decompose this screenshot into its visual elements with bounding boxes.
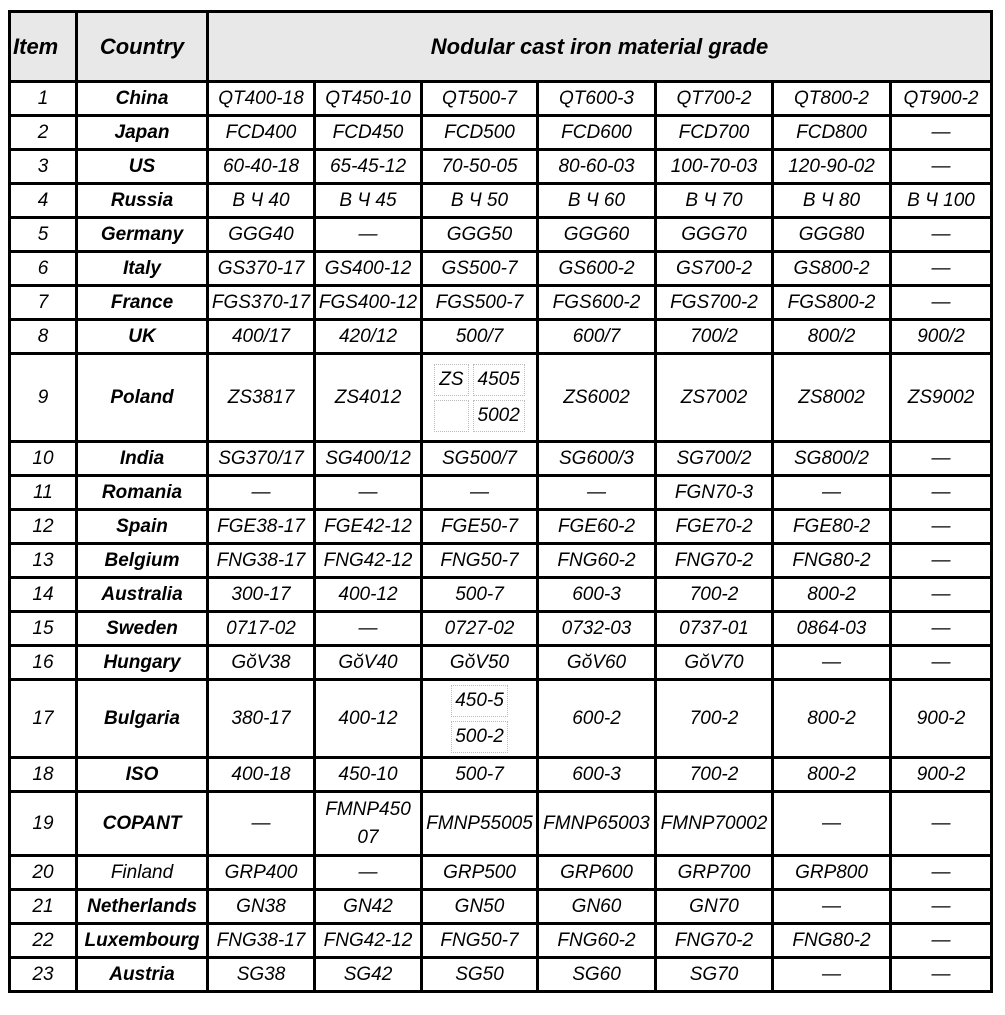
item-number-cell: 23 (11, 959, 75, 990)
item-number-cell: 10 (11, 443, 75, 474)
grade-cell: FGS370-17 (209, 287, 313, 318)
item-number-cell: 14 (11, 579, 75, 610)
grade-cell: FNG60-2 (539, 925, 654, 956)
grade-cell: FNG50-7 (423, 545, 536, 576)
country-cell: Poland (78, 355, 206, 440)
item-number-cell: 3 (11, 151, 75, 182)
table-row (11, 857, 990, 888)
grade-cell: 400-12 (316, 681, 420, 756)
grade-cell: FNG42-12 (316, 545, 420, 576)
grade-cell: 70-50-05 (423, 151, 536, 182)
item-number-cell: 22 (11, 925, 75, 956)
grade-cell: ZS4012 (316, 355, 420, 440)
header-row (11, 13, 990, 80)
grade-cell: SG400/12 (316, 443, 420, 474)
grade-cell: 120-90-02 (774, 151, 889, 182)
grade-cell: GRP700 (657, 857, 771, 888)
grade-cell: SG38 (209, 959, 313, 990)
grade-cell: В Ч 60 (539, 185, 654, 216)
grade-cell: FNG70-2 (657, 925, 771, 956)
grade-cell: FGS700-2 (657, 287, 771, 318)
grade-cell: — (892, 647, 990, 678)
grade-cell: 80-60-03 (539, 151, 654, 182)
grade-cell: — (423, 477, 536, 508)
grade-cell: В Ч 80 (774, 185, 889, 216)
item-number-cell: 15 (11, 613, 75, 644)
item-number-cell: 8 (11, 321, 75, 352)
grade-cell: QT700-2 (657, 83, 771, 114)
grade-cell: — (892, 253, 990, 284)
item-number-cell: 11 (11, 477, 75, 508)
grade-cell: GŏV50 (423, 647, 536, 678)
grade-cell: FMNP70002 (657, 793, 771, 854)
grade-cell: FNG60-2 (539, 545, 654, 576)
grade-cell: FGS600-2 (539, 287, 654, 318)
table-row (11, 579, 990, 610)
grade-cell: 900/2 (892, 321, 990, 352)
grade-cell: FNG42-12 (316, 925, 420, 956)
grade-cell: SG50 (423, 959, 536, 990)
grade-cell: 0727-02 (423, 613, 536, 644)
grade-cell: — (892, 219, 990, 250)
grade-cell: 500-7 (423, 579, 536, 610)
grade-cell: FGE60-2 (539, 511, 654, 542)
grade-cell: FGE50-7 (423, 511, 536, 542)
grade-cell: SG60 (539, 959, 654, 990)
grade-cell: — (892, 477, 990, 508)
grade-cell: — (774, 477, 889, 508)
table-row (11, 219, 990, 250)
grade-cell: FNG50-7 (423, 925, 536, 956)
grade-cell: QT600-3 (539, 83, 654, 114)
grade-cell: 0737-01 (657, 613, 771, 644)
country-cell: Romania (78, 477, 206, 508)
grade-table (8, 10, 993, 993)
grade-cell: FGS500-7 (423, 287, 536, 318)
grade-cell: FMNP55005 (423, 793, 536, 854)
item-number-cell: 6 (11, 253, 75, 284)
country-cell: France (78, 287, 206, 318)
table-row (11, 647, 990, 678)
country-cell: ISO (78, 759, 206, 790)
grade-cell: 800-2 (774, 759, 889, 790)
grade-cell: SG370/17 (209, 443, 313, 474)
grade-cell: ZS7002 (657, 355, 771, 440)
item-number-cell: 19 (11, 793, 75, 854)
country-cell: Austria (78, 959, 206, 990)
grade-cell: — (892, 925, 990, 956)
grade-cell: — (774, 647, 889, 678)
item-number-cell: 4 (11, 185, 75, 216)
table-row (11, 477, 990, 508)
item-number-cell: 5 (11, 219, 75, 250)
stack-top: 450-5 (451, 685, 508, 717)
split-bottom: 5002 (473, 400, 525, 432)
grade-cell: GS600-2 (539, 253, 654, 284)
grade-cell: GRP400 (209, 857, 313, 888)
table-row (11, 925, 990, 956)
grade-cell: 380-17 (209, 681, 313, 756)
country-cell: China (78, 83, 206, 114)
item-number-cell: 9 (11, 355, 75, 440)
country-cell: UK (78, 321, 206, 352)
grade-cell: 800/2 (774, 321, 889, 352)
grade-cell: FCD400 (209, 117, 313, 148)
grade-cell: SG700/2 (657, 443, 771, 474)
split-top: 4505 (473, 364, 525, 396)
table-body (11, 83, 990, 990)
grade-cell: FCD800 (774, 117, 889, 148)
grade-cell: 500-7 (423, 759, 536, 790)
header-country: Country (78, 13, 206, 80)
country-cell: Sweden (78, 613, 206, 644)
grade-cell: SG70 (657, 959, 771, 990)
grade-cell: GŏV60 (539, 647, 654, 678)
item-number-cell: 20 (11, 857, 75, 888)
grade-cell: GGG80 (774, 219, 889, 250)
grade-cell: 60-40-18 (209, 151, 313, 182)
grade-cell: — (892, 545, 990, 576)
table-row (11, 545, 990, 576)
item-number-cell: 12 (11, 511, 75, 542)
grade-cell: 100-70-03 (657, 151, 771, 182)
table-row (11, 793, 990, 854)
grade-cell: — (774, 891, 889, 922)
grade-cell: 900-2 (892, 681, 990, 756)
grade-cell: FNG80-2 (774, 925, 889, 956)
grade-cell: FNG80-2 (774, 545, 889, 576)
grade-cell: GŏV40 (316, 647, 420, 678)
grade-cell: GRP800 (774, 857, 889, 888)
grade-cell: GS800-2 (774, 253, 889, 284)
grade-cell: SG600/3 (539, 443, 654, 474)
country-cell: Germany (78, 219, 206, 250)
country-cell: India (78, 443, 206, 474)
table-row (11, 891, 990, 922)
table-row (11, 151, 990, 182)
grade-cell: GN42 (316, 891, 420, 922)
grade-cell: — (892, 511, 990, 542)
grade-cell: GRP600 (539, 857, 654, 888)
country-cell: Italy (78, 253, 206, 284)
item-number-cell: 18 (11, 759, 75, 790)
country-cell: Bulgaria (78, 681, 206, 756)
grade-cell: FNG38-17 (209, 545, 313, 576)
grade-cell: GN50 (423, 891, 536, 922)
grade-cell: — (892, 117, 990, 148)
table-row (11, 959, 990, 990)
grade-cell: GGG60 (539, 219, 654, 250)
grade-cell: — (892, 959, 990, 990)
grade-cell: GGG50 (423, 219, 536, 250)
grade-cell: 0864-03 (774, 613, 889, 644)
country-cell: COPANT (78, 793, 206, 854)
grade-cell: — (892, 793, 990, 854)
grade-cell: — (209, 477, 313, 508)
table-row (11, 117, 990, 148)
table-row (11, 355, 990, 440)
grade-cell: 600-3 (539, 759, 654, 790)
split-prefix: ZS (434, 364, 468, 396)
grade-cell: FCD450 (316, 117, 420, 148)
table-row (11, 287, 990, 318)
grade-cell: — (892, 857, 990, 888)
grade-cell: 600-2 (539, 681, 654, 756)
grade-cell: FCD700 (657, 117, 771, 148)
grade-cell: — (539, 477, 654, 508)
grade-cell (423, 355, 536, 440)
grade-cell: 400-18 (209, 759, 313, 790)
country-cell: Japan (78, 117, 206, 148)
item-number-cell: 13 (11, 545, 75, 576)
grade-cell: — (892, 579, 990, 610)
grade-cell: QT800-2 (774, 83, 889, 114)
split-grade (434, 364, 525, 432)
table-row (11, 443, 990, 474)
country-cell: Finland (78, 857, 206, 888)
table-row (11, 321, 990, 352)
grade-cell: 400/17 (209, 321, 313, 352)
grade-cell: — (892, 443, 990, 474)
grade-cell (423, 681, 536, 756)
grade-cell: В Ч 45 (316, 185, 420, 216)
grade-cell: 700-2 (657, 579, 771, 610)
grade-cell: GS700-2 (657, 253, 771, 284)
grade-cell: — (774, 959, 889, 990)
grade-cell: GS370-17 (209, 253, 313, 284)
grade-cell: GN38 (209, 891, 313, 922)
grade-cell: В Ч 100 (892, 185, 990, 216)
grade-cell: — (316, 219, 420, 250)
table-row (11, 83, 990, 114)
item-number-cell: 17 (11, 681, 75, 756)
grade-cell: В Ч 40 (209, 185, 313, 216)
grade-cell (316, 793, 420, 854)
split-empty (434, 400, 468, 432)
grade-cell: 700-2 (657, 681, 771, 756)
grade-cell: В Ч 50 (423, 185, 536, 216)
grade-cell: GS400-12 (316, 253, 420, 284)
grade-cell: 800-2 (774, 681, 889, 756)
grade-cell: В Ч 70 (657, 185, 771, 216)
grade-cell: 700/2 (657, 321, 771, 352)
grade-cell: FGE70-2 (657, 511, 771, 542)
header-item: Item (11, 13, 75, 80)
grade-cell: — (892, 891, 990, 922)
item-number-cell: 21 (11, 891, 75, 922)
grade-cell: 600/7 (539, 321, 654, 352)
country-cell: Spain (78, 511, 206, 542)
grade-cell: QT900-2 (892, 83, 990, 114)
grade-cell: 0732-03 (539, 613, 654, 644)
grade-cell: 300-17 (209, 579, 313, 610)
grade-cell: SG42 (316, 959, 420, 990)
stacked-grade (451, 685, 508, 753)
grade-cell: FGE42-12 (316, 511, 420, 542)
grade-cell: 700-2 (657, 759, 771, 790)
grade-cell: GŏV70 (657, 647, 771, 678)
grade-cell: FGS400-12 (316, 287, 420, 318)
wrapped-grade: FMNP45007 (325, 798, 411, 848)
country-cell: Netherlands (78, 891, 206, 922)
country-cell: US (78, 151, 206, 182)
stack-bottom: 500-2 (451, 721, 508, 753)
grade-cell: — (316, 477, 420, 508)
table-row (11, 185, 990, 216)
grade-cell: — (774, 793, 889, 854)
grade-cell: — (209, 793, 313, 854)
grade-cell: FCD600 (539, 117, 654, 148)
country-cell: Belgium (78, 545, 206, 576)
grade-cell: — (892, 287, 990, 318)
grade-cell: FGN70-3 (657, 477, 771, 508)
table-row (11, 613, 990, 644)
grade-cell: ZS9002 (892, 355, 990, 440)
grade-cell: 600-3 (539, 579, 654, 610)
grade-cell: ZS3817 (209, 355, 313, 440)
country-cell: Russia (78, 185, 206, 216)
item-number-cell: 16 (11, 647, 75, 678)
grade-cell: SG800/2 (774, 443, 889, 474)
country-cell: Australia (78, 579, 206, 610)
grade-cell: FNG70-2 (657, 545, 771, 576)
grade-cell: 800-2 (774, 579, 889, 610)
header-grade: Nodular cast iron material grade (209, 13, 990, 80)
grade-cell: 400-12 (316, 579, 420, 610)
grade-cell: 420/12 (316, 321, 420, 352)
grade-cell: QT500-7 (423, 83, 536, 114)
grade-cell: FMNP65003 (539, 793, 654, 854)
grade-cell: FGS800-2 (774, 287, 889, 318)
grade-cell: GGG70 (657, 219, 771, 250)
item-number-cell: 2 (11, 117, 75, 148)
grade-cell: ZS8002 (774, 355, 889, 440)
item-number-cell: 7 (11, 287, 75, 318)
item-number-cell: 1 (11, 83, 75, 114)
grade-cell: FGE38-17 (209, 511, 313, 542)
country-cell: Luxembourg (78, 925, 206, 956)
grade-cell: — (892, 613, 990, 644)
grade-cell: QT400-18 (209, 83, 313, 114)
grade-cell: GN70 (657, 891, 771, 922)
grade-cell: SG500/7 (423, 443, 536, 474)
grade-cell: FNG38-17 (209, 925, 313, 956)
grade-cell: GN60 (539, 891, 654, 922)
grade-cell: 900-2 (892, 759, 990, 790)
table-row (11, 511, 990, 542)
table-row (11, 681, 990, 756)
grade-cell: 500/7 (423, 321, 536, 352)
table-row (11, 253, 990, 284)
grade-cell: GGG40 (209, 219, 313, 250)
grade-cell: — (892, 151, 990, 182)
grade-cell: GRP500 (423, 857, 536, 888)
country-cell: Hungary (78, 647, 206, 678)
table-row (11, 759, 990, 790)
grade-cell: — (316, 613, 420, 644)
grade-cell: 65-45-12 (316, 151, 420, 182)
grade-cell: GŏV38 (209, 647, 313, 678)
grade-cell: ZS6002 (539, 355, 654, 440)
grade-cell: FCD500 (423, 117, 536, 148)
grade-cell: FGE80-2 (774, 511, 889, 542)
grade-cell: 0717-02 (209, 613, 313, 644)
grade-cell: — (316, 857, 420, 888)
grade-cell: GS500-7 (423, 253, 536, 284)
grade-cell: 450-10 (316, 759, 420, 790)
grade-cell: QT450-10 (316, 83, 420, 114)
